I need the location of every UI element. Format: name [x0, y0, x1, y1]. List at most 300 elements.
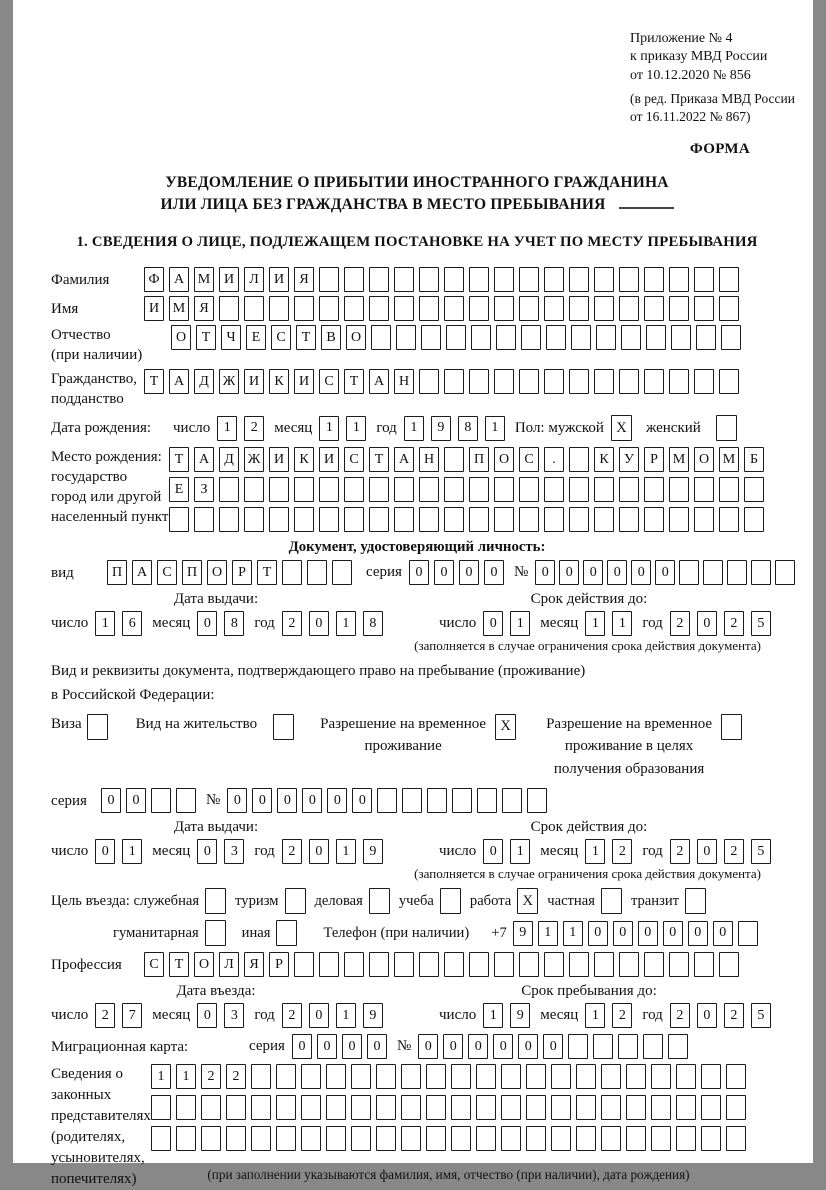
char-box[interactable]: 9: [431, 416, 451, 441]
char-box[interactable]: [351, 1095, 371, 1120]
char-box[interactable]: Ж: [244, 447, 264, 472]
char-box[interactable]: [426, 1126, 446, 1151]
char-box[interactable]: [719, 477, 739, 502]
char-box[interactable]: [244, 477, 264, 502]
char-box[interactable]: О: [494, 447, 514, 472]
char-box[interactable]: [494, 369, 514, 394]
char-box[interactable]: [451, 1095, 471, 1120]
char-box[interactable]: Р: [232, 560, 252, 585]
char-box[interactable]: 0: [697, 611, 717, 636]
char-box[interactable]: [751, 560, 771, 585]
char-box[interactable]: [301, 1095, 321, 1120]
char-box[interactable]: [151, 788, 171, 813]
char-box[interactable]: [551, 1126, 571, 1151]
char-box[interactable]: [601, 1064, 621, 1089]
char-box[interactable]: П: [182, 560, 202, 585]
char-box[interactable]: [419, 267, 439, 292]
char-box[interactable]: 0: [483, 611, 503, 636]
char-box[interactable]: [676, 1064, 696, 1089]
char-box[interactable]: С: [157, 560, 177, 585]
char-box[interactable]: [344, 296, 364, 321]
char-box[interactable]: Т: [344, 369, 364, 394]
char-box[interactable]: [519, 952, 539, 977]
char-box[interactable]: 8: [363, 611, 383, 636]
char-box[interactable]: 9: [363, 1003, 383, 1028]
char-box[interactable]: [596, 325, 616, 350]
char-box[interactable]: [719, 369, 739, 394]
char-box[interactable]: И: [269, 267, 289, 292]
char-box[interactable]: 0: [443, 1034, 463, 1059]
char-box[interactable]: [619, 369, 639, 394]
char-box[interactable]: [351, 1064, 371, 1089]
char-box[interactable]: 0: [543, 1034, 563, 1059]
char-box[interactable]: [679, 560, 699, 585]
char-box[interactable]: [469, 952, 489, 977]
char-box[interactable]: [519, 507, 539, 532]
char-box[interactable]: [307, 560, 327, 585]
char-box[interactable]: А: [194, 447, 214, 472]
char-box[interactable]: [444, 369, 464, 394]
char-box[interactable]: [644, 296, 664, 321]
char-box[interactable]: 0: [409, 560, 429, 585]
char-box[interactable]: [319, 952, 339, 977]
char-box[interactable]: 2: [724, 611, 744, 636]
char-box[interactable]: 0: [327, 788, 347, 813]
char-box[interactable]: [544, 369, 564, 394]
sex-female-checkbox[interactable]: [716, 415, 737, 441]
char-box[interactable]: [644, 267, 664, 292]
char-box[interactable]: М: [719, 447, 739, 472]
char-box[interactable]: 0: [309, 611, 329, 636]
char-box[interactable]: 0: [655, 560, 675, 585]
char-box[interactable]: [551, 1095, 571, 1120]
char-box[interactable]: [744, 477, 764, 502]
char-box[interactable]: [351, 1126, 371, 1151]
char-box[interactable]: 7: [122, 1003, 142, 1028]
char-box[interactable]: [219, 477, 239, 502]
char-box[interactable]: П: [469, 447, 489, 472]
char-box[interactable]: [719, 296, 739, 321]
char-box[interactable]: 0: [227, 788, 247, 813]
char-box[interactable]: 0: [535, 560, 555, 585]
char-box[interactable]: [694, 267, 714, 292]
char-box[interactable]: [594, 296, 614, 321]
char-box[interactable]: 0: [583, 560, 603, 585]
char-box[interactable]: 0: [252, 788, 272, 813]
char-box[interactable]: 5: [751, 1003, 771, 1028]
char-box[interactable]: 0: [309, 839, 329, 864]
purpose-transit-checkbox[interactable]: [685, 888, 706, 914]
char-box[interactable]: Е: [246, 325, 266, 350]
char-box[interactable]: С: [319, 369, 339, 394]
char-box[interactable]: 5: [751, 611, 771, 636]
char-box[interactable]: [326, 1126, 346, 1151]
char-box[interactable]: [427, 788, 447, 813]
visa-checkbox[interactable]: [87, 714, 108, 740]
char-box[interactable]: [719, 267, 739, 292]
char-box[interactable]: [451, 1126, 471, 1151]
char-box[interactable]: 0: [101, 788, 121, 813]
char-box[interactable]: 0: [638, 921, 658, 946]
char-box[interactable]: Н: [394, 369, 414, 394]
char-box[interactable]: 2: [670, 1003, 690, 1028]
char-box[interactable]: 0: [484, 560, 504, 585]
char-box[interactable]: [469, 369, 489, 394]
char-box[interactable]: Д: [219, 447, 239, 472]
char-box[interactable]: [738, 921, 758, 946]
char-box[interactable]: К: [294, 447, 314, 472]
char-box[interactable]: [319, 507, 339, 532]
char-box[interactable]: Ч: [221, 325, 241, 350]
char-box[interactable]: [744, 507, 764, 532]
char-box[interactable]: [419, 369, 439, 394]
char-box[interactable]: [226, 1126, 246, 1151]
char-box[interactable]: [775, 560, 795, 585]
char-box[interactable]: О: [207, 560, 227, 585]
char-box[interactable]: [446, 325, 466, 350]
char-box[interactable]: [643, 1034, 663, 1059]
char-box[interactable]: [644, 507, 664, 532]
char-box[interactable]: 2: [244, 416, 264, 441]
char-box[interactable]: [676, 1126, 696, 1151]
char-box[interactable]: [471, 325, 491, 350]
char-box[interactable]: [594, 507, 614, 532]
char-box[interactable]: [618, 1034, 638, 1059]
char-box[interactable]: [332, 560, 352, 585]
char-box[interactable]: [501, 1064, 521, 1089]
char-box[interactable]: [476, 1126, 496, 1151]
char-box[interactable]: [326, 1095, 346, 1120]
char-box[interactable]: [726, 1095, 746, 1120]
char-box[interactable]: [319, 477, 339, 502]
char-box[interactable]: [394, 952, 414, 977]
char-box[interactable]: 0: [631, 560, 651, 585]
char-box[interactable]: [494, 507, 514, 532]
char-box[interactable]: [494, 267, 514, 292]
char-box[interactable]: 1: [585, 839, 605, 864]
char-box[interactable]: К: [269, 369, 289, 394]
char-box[interactable]: [544, 507, 564, 532]
char-box[interactable]: 3: [224, 839, 244, 864]
char-box[interactable]: А: [169, 369, 189, 394]
char-box[interactable]: 1: [485, 416, 505, 441]
char-box[interactable]: [694, 952, 714, 977]
char-box[interactable]: [376, 1126, 396, 1151]
char-box[interactable]: Р: [269, 952, 289, 977]
char-box[interactable]: [269, 296, 289, 321]
char-box[interactable]: 1: [336, 611, 356, 636]
char-box[interactable]: 1: [176, 1064, 196, 1089]
char-box[interactable]: [326, 1064, 346, 1089]
char-box[interactable]: [569, 952, 589, 977]
char-box[interactable]: [651, 1064, 671, 1089]
char-box[interactable]: 9: [363, 839, 383, 864]
temp-residence-checkbox[interactable]: X: [495, 714, 516, 740]
char-box[interactable]: Т: [257, 560, 277, 585]
char-box[interactable]: 0: [434, 560, 454, 585]
char-box[interactable]: [401, 1095, 421, 1120]
char-box[interactable]: А: [369, 369, 389, 394]
char-box[interactable]: [646, 325, 666, 350]
char-box[interactable]: О: [694, 447, 714, 472]
char-box[interactable]: 1: [319, 416, 339, 441]
char-box[interactable]: [151, 1126, 171, 1151]
char-box[interactable]: 0: [697, 839, 717, 864]
char-box[interactable]: [444, 952, 464, 977]
char-box[interactable]: 1: [151, 1064, 171, 1089]
purpose-study-checkbox[interactable]: [440, 888, 461, 914]
char-box[interactable]: [294, 507, 314, 532]
char-box[interactable]: 0: [518, 1034, 538, 1059]
char-box[interactable]: [494, 477, 514, 502]
char-box[interactable]: Д: [194, 369, 214, 394]
char-box[interactable]: [701, 1126, 721, 1151]
char-box[interactable]: [444, 267, 464, 292]
char-box[interactable]: 1: [346, 416, 366, 441]
char-box[interactable]: 0: [352, 788, 372, 813]
sex-male-checkbox[interactable]: X: [611, 415, 632, 441]
char-box[interactable]: [619, 296, 639, 321]
char-box[interactable]: [668, 1034, 688, 1059]
char-box[interactable]: 0: [197, 839, 217, 864]
char-box[interactable]: 0: [292, 1034, 312, 1059]
char-box[interactable]: [294, 296, 314, 321]
char-box[interactable]: М: [669, 447, 689, 472]
char-box[interactable]: [594, 369, 614, 394]
char-box[interactable]: [502, 788, 522, 813]
char-box[interactable]: [176, 1126, 196, 1151]
char-box[interactable]: Т: [169, 447, 189, 472]
char-box[interactable]: 1: [217, 416, 237, 441]
char-box[interactable]: С: [144, 952, 164, 977]
char-box[interactable]: [651, 1126, 671, 1151]
char-box[interactable]: [494, 952, 514, 977]
char-box[interactable]: [676, 1095, 696, 1120]
char-box[interactable]: Л: [219, 952, 239, 977]
char-box[interactable]: [703, 560, 723, 585]
char-box[interactable]: [546, 325, 566, 350]
purpose-tourism-checkbox[interactable]: [285, 888, 306, 914]
char-box[interactable]: [571, 325, 591, 350]
char-box[interactable]: 2: [282, 1003, 302, 1028]
char-box[interactable]: [176, 1095, 196, 1120]
char-box[interactable]: [696, 325, 716, 350]
char-box[interactable]: [394, 477, 414, 502]
char-box[interactable]: [669, 507, 689, 532]
char-box[interactable]: [644, 369, 664, 394]
char-box[interactable]: [301, 1126, 321, 1151]
temp-residence-edu-checkbox[interactable]: [721, 714, 742, 740]
char-box[interactable]: 0: [317, 1034, 337, 1059]
char-box[interactable]: К: [594, 447, 614, 472]
char-box[interactable]: 1: [510, 839, 530, 864]
char-box[interactable]: [526, 1095, 546, 1120]
char-box[interactable]: [544, 267, 564, 292]
char-box[interactable]: [426, 1064, 446, 1089]
char-box[interactable]: 2: [612, 1003, 632, 1028]
char-box[interactable]: [619, 477, 639, 502]
char-box[interactable]: 0: [468, 1034, 488, 1059]
char-box[interactable]: [402, 788, 422, 813]
char-box[interactable]: М: [194, 267, 214, 292]
char-box[interactable]: Я: [244, 952, 264, 977]
char-box[interactable]: [519, 296, 539, 321]
char-box[interactable]: 2: [670, 611, 690, 636]
char-box[interactable]: [519, 369, 539, 394]
char-box[interactable]: 1: [563, 921, 583, 946]
char-box[interactable]: [501, 1126, 521, 1151]
char-box[interactable]: [694, 477, 714, 502]
char-box[interactable]: [494, 296, 514, 321]
char-box[interactable]: 2: [282, 839, 302, 864]
char-box[interactable]: [276, 1126, 296, 1151]
char-box[interactable]: И: [319, 447, 339, 472]
char-box[interactable]: [701, 1095, 721, 1120]
char-box[interactable]: О: [194, 952, 214, 977]
char-box[interactable]: 0: [483, 839, 503, 864]
char-box[interactable]: 0: [459, 560, 479, 585]
char-box[interactable]: 2: [226, 1064, 246, 1089]
char-box[interactable]: 1: [585, 1003, 605, 1028]
char-box[interactable]: А: [169, 267, 189, 292]
char-box[interactable]: М: [169, 296, 189, 321]
char-box[interactable]: [344, 267, 364, 292]
purpose-commercial-checkbox[interactable]: [369, 888, 390, 914]
char-box[interactable]: [251, 1064, 271, 1089]
char-box[interactable]: Я: [294, 267, 314, 292]
char-box[interactable]: [269, 507, 289, 532]
char-box[interactable]: [569, 267, 589, 292]
char-box[interactable]: 1: [585, 611, 605, 636]
char-box[interactable]: 8: [224, 611, 244, 636]
char-box[interactable]: Т: [196, 325, 216, 350]
char-box[interactable]: .: [544, 447, 564, 472]
char-box[interactable]: [544, 296, 564, 321]
char-box[interactable]: О: [171, 325, 191, 350]
char-box[interactable]: [544, 952, 564, 977]
char-box[interactable]: Е: [169, 477, 189, 502]
char-box[interactable]: [594, 267, 614, 292]
purpose-other-checkbox[interactable]: [276, 920, 297, 946]
char-box[interactable]: 3: [224, 1003, 244, 1028]
char-box[interactable]: [419, 507, 439, 532]
char-box[interactable]: 0: [663, 921, 683, 946]
char-box[interactable]: [544, 477, 564, 502]
purpose-work-checkbox[interactable]: X: [517, 888, 538, 914]
char-box[interactable]: П: [107, 560, 127, 585]
char-box[interactable]: 1: [336, 839, 356, 864]
char-box[interactable]: [301, 1064, 321, 1089]
char-box[interactable]: 2: [201, 1064, 221, 1089]
char-box[interactable]: [719, 952, 739, 977]
char-box[interactable]: [376, 1095, 396, 1120]
char-box[interactable]: 9: [510, 1003, 530, 1028]
char-box[interactable]: У: [619, 447, 639, 472]
char-box[interactable]: [719, 507, 739, 532]
char-box[interactable]: [694, 507, 714, 532]
char-box[interactable]: [644, 952, 664, 977]
char-box[interactable]: [551, 1064, 571, 1089]
char-box[interactable]: [201, 1126, 221, 1151]
char-box[interactable]: Т: [169, 952, 189, 977]
char-box[interactable]: [444, 447, 464, 472]
char-box[interactable]: [594, 952, 614, 977]
char-box[interactable]: [527, 788, 547, 813]
char-box[interactable]: [401, 1064, 421, 1089]
char-box[interactable]: 0: [302, 788, 322, 813]
char-box[interactable]: [727, 560, 747, 585]
char-box[interactable]: [568, 1034, 588, 1059]
char-box[interactable]: [694, 369, 714, 394]
char-box[interactable]: [669, 296, 689, 321]
char-box[interactable]: В: [321, 325, 341, 350]
char-box[interactable]: 5: [751, 839, 771, 864]
char-box[interactable]: С: [519, 447, 539, 472]
char-box[interactable]: [369, 507, 389, 532]
char-box[interactable]: [444, 477, 464, 502]
char-box[interactable]: [726, 1126, 746, 1151]
char-box[interactable]: А: [132, 560, 152, 585]
char-box[interactable]: [194, 507, 214, 532]
char-box[interactable]: [469, 477, 489, 502]
char-box[interactable]: [344, 952, 364, 977]
char-box[interactable]: [726, 1064, 746, 1089]
char-box[interactable]: Р: [644, 447, 664, 472]
char-box[interactable]: [576, 1126, 596, 1151]
char-box[interactable]: [344, 477, 364, 502]
char-box[interactable]: [619, 952, 639, 977]
char-box[interactable]: Т: [144, 369, 164, 394]
char-box[interactable]: [594, 477, 614, 502]
char-box[interactable]: [396, 325, 416, 350]
char-box[interactable]: И: [219, 267, 239, 292]
char-box[interactable]: [369, 267, 389, 292]
char-box[interactable]: [469, 296, 489, 321]
char-box[interactable]: 2: [95, 1003, 115, 1028]
char-box[interactable]: [426, 1095, 446, 1120]
char-box[interactable]: [569, 369, 589, 394]
char-box[interactable]: С: [271, 325, 291, 350]
residence-permit-checkbox[interactable]: [273, 714, 294, 740]
char-box[interactable]: И: [294, 369, 314, 394]
char-box[interactable]: [294, 477, 314, 502]
char-box[interactable]: [644, 477, 664, 502]
char-box[interactable]: 0: [126, 788, 146, 813]
char-box[interactable]: Л: [244, 267, 264, 292]
char-box[interactable]: [593, 1034, 613, 1059]
char-box[interactable]: [394, 296, 414, 321]
char-box[interactable]: 9: [513, 921, 533, 946]
char-box[interactable]: 0: [197, 1003, 217, 1028]
char-box[interactable]: [669, 267, 689, 292]
char-box[interactable]: 0: [493, 1034, 513, 1059]
char-box[interactable]: 0: [309, 1003, 329, 1028]
char-box[interactable]: 1: [122, 839, 142, 864]
char-box[interactable]: [671, 325, 691, 350]
char-box[interactable]: [421, 325, 441, 350]
char-box[interactable]: [576, 1095, 596, 1120]
char-box[interactable]: [371, 325, 391, 350]
char-box[interactable]: [251, 1095, 271, 1120]
char-box[interactable]: [496, 325, 516, 350]
char-box[interactable]: [219, 296, 239, 321]
char-box[interactable]: 0: [588, 921, 608, 946]
purpose-private-checkbox[interactable]: [601, 888, 622, 914]
char-box[interactable]: 0: [697, 1003, 717, 1028]
char-box[interactable]: [669, 477, 689, 502]
char-box[interactable]: А: [394, 447, 414, 472]
char-box[interactable]: [601, 1126, 621, 1151]
